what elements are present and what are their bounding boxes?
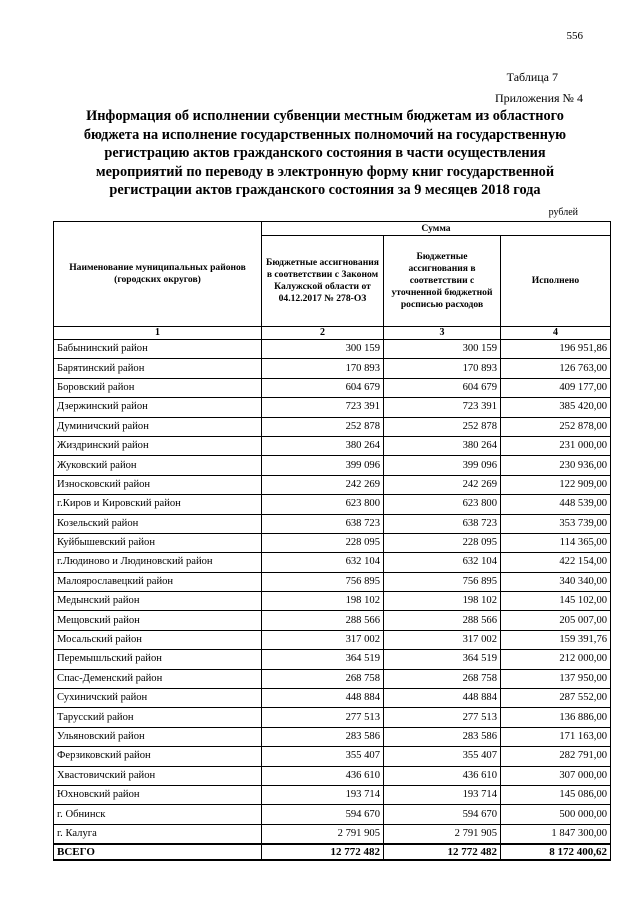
refined-allocation: 594 670 [384, 805, 501, 824]
law-allocation: 436 610 [262, 766, 384, 785]
district-name: г.Киров и Кировский район [54, 495, 262, 514]
refined-allocation: 604 679 [384, 378, 501, 397]
header-name-column: Наименование муниципальных районов (городских округов) [54, 222, 262, 327]
refined-allocation: 399 096 [384, 456, 501, 475]
refined-allocation: 193 714 [384, 785, 501, 804]
table-row [54, 475, 611, 494]
district-name: Ферзиковский район [54, 747, 262, 766]
executed-amount: 136 886,00 [501, 708, 611, 727]
district-name: Ульяновский район [54, 727, 262, 746]
executed-amount: 231 000,00 [501, 436, 611, 455]
district-name: Сухиничский район [54, 689, 262, 708]
district-name: Думиничский район [54, 417, 262, 436]
district-name: г.Людиново и Людиновский район [54, 553, 262, 572]
district-name: Барятинский район [54, 359, 262, 378]
table-row [54, 824, 611, 843]
executed-amount: 340 340,00 [501, 572, 611, 591]
total-law: 12 772 482 [262, 844, 384, 860]
law-allocation: 283 586 [262, 727, 384, 746]
refined-allocation: 756 895 [384, 572, 501, 591]
executed-amount: 171 163,00 [501, 727, 611, 746]
district-name: Боровский район [54, 378, 262, 397]
district-name: Износковский район [54, 475, 262, 494]
executed-amount: 448 539,00 [501, 495, 611, 514]
executed-amount: 409 177,00 [501, 378, 611, 397]
law-allocation: 242 269 [262, 475, 384, 494]
executed-amount: 282 791,00 [501, 747, 611, 766]
table-row [54, 592, 611, 611]
refined-allocation: 723 391 [384, 398, 501, 417]
title-line: Информация об исполнении субвенции местным бюджетам из областного [86, 108, 564, 124]
executed-amount: 122 909,00 [501, 475, 611, 494]
refined-allocation: 288 566 [384, 611, 501, 630]
header-law-column: Бюджетные ассигнования в соответствии с Законом Калужской области от 04.12.2017 № 278-ОЗ [262, 236, 384, 327]
column-number: 2 [262, 327, 384, 340]
title-line: регистрации актов гражданского состояния за 9 месяцев 2018 года [109, 182, 541, 198]
executed-amount: 196 951,86 [501, 340, 611, 359]
refined-allocation: 228 095 [384, 533, 501, 552]
law-allocation: 448 884 [262, 689, 384, 708]
title-line: мероприятий по переводу в электронную форму книг государственной [95, 163, 555, 180]
table-row [54, 378, 611, 397]
title-line: регистрацию актов гражданского состояния в части осуществления [104, 145, 546, 161]
table-row [54, 514, 611, 533]
district-name: Дзержинский район [54, 398, 262, 417]
district-name: Жуковский район [54, 456, 262, 475]
district-name: Бабынинский район [54, 340, 262, 359]
executed-amount: 126 763,00 [501, 359, 611, 378]
table-row [54, 533, 611, 552]
refined-allocation: 252 878 [384, 417, 501, 436]
executed-amount: 287 552,00 [501, 689, 611, 708]
subvention-table [53, 221, 611, 861]
law-allocation: 277 513 [262, 708, 384, 727]
refined-allocation: 242 269 [384, 475, 501, 494]
table-row [54, 359, 611, 378]
executed-amount: 145 102,00 [501, 592, 611, 611]
executed-amount: 159 391,76 [501, 630, 611, 649]
refined-allocation: 638 723 [384, 514, 501, 533]
district-name: Перемышльский район [54, 650, 262, 669]
law-allocation: 317 002 [262, 630, 384, 649]
district-name: Спас-Деменский район [54, 669, 262, 688]
district-name: г. Обнинск [54, 805, 262, 824]
table-row [54, 650, 611, 669]
table-row [54, 553, 611, 572]
table-row [54, 708, 611, 727]
table-row [54, 669, 611, 688]
law-allocation: 756 895 [262, 572, 384, 591]
executed-amount: 307 000,00 [501, 766, 611, 785]
table-row [54, 436, 611, 455]
refined-allocation: 198 102 [384, 592, 501, 611]
law-allocation: 399 096 [262, 456, 384, 475]
refined-allocation: 300 159 [384, 340, 501, 359]
column-number: 1 [54, 327, 262, 340]
table-row [54, 495, 611, 514]
total-executed: 8 172 400,62 [501, 844, 611, 860]
executed-amount: 145 086,00 [501, 785, 611, 804]
law-allocation: 355 407 [262, 747, 384, 766]
executed-amount: 114 365,00 [501, 533, 611, 552]
executed-amount: 1 847 300,00 [501, 824, 611, 843]
refined-allocation: 317 002 [384, 630, 501, 649]
table-row [54, 611, 611, 630]
refined-allocation: 448 884 [384, 689, 501, 708]
law-allocation: 2 791 905 [262, 824, 384, 843]
law-allocation: 594 670 [262, 805, 384, 824]
law-allocation: 364 519 [262, 650, 384, 669]
refined-allocation: 355 407 [384, 747, 501, 766]
district-name: Мещовский район [54, 611, 262, 630]
executed-amount: 385 420,00 [501, 398, 611, 417]
refined-allocation: 2 791 905 [384, 824, 501, 843]
refined-allocation: 436 610 [384, 766, 501, 785]
executed-amount: 353 739,00 [501, 514, 611, 533]
refined-allocation: 380 264 [384, 436, 501, 455]
table-row [54, 766, 611, 785]
district-name: Медынский район [54, 592, 262, 611]
header-sum-group: Сумма [262, 222, 611, 236]
law-allocation: 723 391 [262, 398, 384, 417]
refined-allocation: 170 893 [384, 359, 501, 378]
district-name: Малоярославецкий район [54, 572, 262, 591]
table-row [54, 805, 611, 824]
executed-amount: 205 007,00 [501, 611, 611, 630]
table-row [54, 340, 611, 359]
law-allocation: 193 714 [262, 785, 384, 804]
appendix-label: Приложения № 4 [494, 91, 583, 105]
refined-allocation: 632 104 [384, 553, 501, 572]
executed-amount: 422 154,00 [501, 553, 611, 572]
law-allocation: 228 095 [262, 533, 384, 552]
unit-label: рублей [548, 207, 578, 218]
total-refined: 12 772 482 [384, 844, 501, 860]
district-name: Хвастовичский район [54, 766, 262, 785]
title-line: бюджета на исполнение государственных полномочий на государственную [83, 126, 567, 143]
law-allocation: 380 264 [262, 436, 384, 455]
law-allocation: 288 566 [262, 611, 384, 630]
refined-allocation: 623 800 [384, 495, 501, 514]
executed-amount: 252 878,00 [501, 417, 611, 436]
table-row [54, 727, 611, 746]
table-row [54, 785, 611, 804]
executed-amount: 500 000,00 [501, 805, 611, 824]
refined-allocation: 268 758 [384, 669, 501, 688]
law-allocation: 268 758 [262, 669, 384, 688]
district-name: Юхновский район [54, 785, 262, 804]
district-name: Тарусский район [54, 708, 262, 727]
table-row [54, 456, 611, 475]
law-allocation: 198 102 [262, 592, 384, 611]
executed-amount: 212 000,00 [501, 650, 611, 669]
column-number: 3 [384, 327, 501, 340]
law-allocation: 252 878 [262, 417, 384, 436]
law-allocation: 623 800 [262, 495, 384, 514]
total-row [54, 844, 611, 860]
header-refined-column: Бюджетные ассигнования в соответствии с уточненной бюджетной росписью расходов [384, 236, 501, 327]
executed-amount: 230 936,00 [501, 456, 611, 475]
refined-allocation: 364 519 [384, 650, 501, 669]
table-row [54, 572, 611, 591]
document-title [60, 107, 590, 200]
law-allocation: 632 104 [262, 553, 384, 572]
refined-allocation: 283 586 [384, 727, 501, 746]
district-name: Жиздринский район [54, 436, 262, 455]
law-allocation: 170 893 [262, 359, 384, 378]
district-name: Куйбышевский район [54, 533, 262, 552]
table-row [54, 689, 611, 708]
law-allocation: 638 723 [262, 514, 384, 533]
table-label: Таблица 7 [506, 70, 558, 84]
district-name: Мосальский район [54, 630, 262, 649]
table-row [54, 417, 611, 436]
total-label: ВСЕГО [54, 844, 262, 860]
table-body [54, 340, 611, 844]
executed-amount: 137 950,00 [501, 669, 611, 688]
page-number: 556 [566, 30, 583, 42]
column-number: 4 [501, 327, 611, 340]
table-row [54, 398, 611, 417]
table-row [54, 630, 611, 649]
header-executed-column: Исполнено [501, 236, 611, 327]
law-allocation: 604 679 [262, 378, 384, 397]
refined-allocation: 277 513 [384, 708, 501, 727]
district-name: г. Калуга [54, 824, 262, 843]
law-allocation: 300 159 [262, 340, 384, 359]
district-name: Козельский район [54, 514, 262, 533]
table-row [54, 747, 611, 766]
